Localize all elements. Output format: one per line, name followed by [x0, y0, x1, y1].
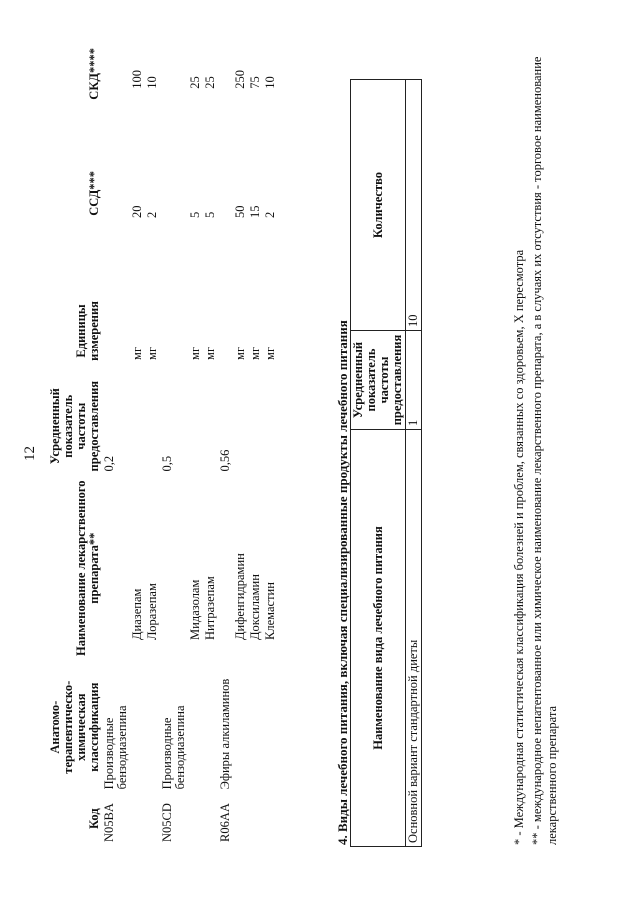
- cell-freq: [263, 378, 278, 475]
- footnote-1: * - Международная статистическая классификация болезней и проблем, связанных со здоровьем, X пересмотра: [512, 249, 526, 845]
- cell-class: [203, 662, 218, 792]
- cell-name: Диазепам: [130, 588, 144, 640]
- cell-ccd: 2: [263, 211, 277, 218]
- cell-ckd: 25: [188, 76, 202, 89]
- cell-unit: мг: [248, 346, 262, 360]
- table-row: [130, 45, 145, 845]
- header-code: Код: [87, 808, 101, 830]
- cell-class: Производные бензодиазепина: [160, 705, 187, 790]
- header-diet-name: Наименование вида лечебного питания: [351, 430, 406, 847]
- cell-name: Мидазолам: [188, 579, 202, 640]
- cell-ckd: [102, 45, 130, 103]
- cell-code: [130, 792, 145, 845]
- cell-code: [263, 792, 278, 845]
- header-name: Наименование лекарственного препарата**: [74, 480, 101, 656]
- cell-code: N05CD: [160, 803, 174, 842]
- cell-ccd: [218, 103, 233, 284]
- cell-unit: [102, 284, 130, 378]
- cell-diet-name: Основной вариант стандартной диеты: [406, 430, 422, 847]
- table-row: [263, 45, 278, 845]
- cell-code: [233, 792, 248, 845]
- cell-name: [218, 474, 233, 662]
- cell-ccd: 20: [130, 205, 144, 218]
- footnote-2: ** - международное непатентованное или химическое наименование лекарственного препарата, а в случаях их отсутствия - торговое наименование лекарственного препарата: [530, 56, 559, 845]
- cell-ckd: 10: [145, 76, 159, 89]
- table-row: [203, 45, 218, 845]
- drug-table: [48, 45, 278, 845]
- cell-code: N05BA: [102, 803, 116, 842]
- cell-unit: [160, 284, 188, 378]
- cell-name: Клемастин: [263, 582, 277, 640]
- cell-class: [233, 662, 248, 792]
- table-row: [160, 45, 188, 845]
- cell-unit: [218, 284, 233, 378]
- cell-freq: [130, 378, 145, 475]
- header-atc: Анатомо-терапевтическо-химическая классификация: [48, 680, 101, 774]
- header-diet-freq: Усредненный показатель частоты предоставления: [351, 331, 406, 430]
- cell-name: Нитразепам: [203, 576, 217, 640]
- cell-ccd: 15: [248, 205, 262, 218]
- cell-code: [248, 792, 263, 845]
- table-row: [145, 45, 160, 845]
- cell-freq: 0,5: [160, 455, 174, 472]
- cell-class: Эфиры алкиламинов: [218, 678, 232, 790]
- cell-ccd: 50: [233, 205, 247, 218]
- cell-ccd: [102, 103, 130, 284]
- cell-ckd: 250: [233, 69, 247, 89]
- cell-ccd: 5: [188, 211, 202, 218]
- cell-unit: мг: [188, 346, 202, 360]
- cell-freq: [248, 378, 263, 475]
- cell-class: [130, 662, 145, 792]
- cell-freq: [145, 378, 160, 475]
- cell-unit: мг: [145, 346, 159, 360]
- header-diet-qty: Количество: [351, 80, 406, 331]
- cell-ckd: [160, 45, 188, 103]
- cell-unit: мг: [233, 346, 247, 360]
- cell-freq: 0,56: [218, 449, 232, 472]
- diet-table: [350, 79, 422, 847]
- cell-class: [248, 662, 263, 792]
- drug-table-header: [48, 45, 102, 845]
- table-row: [188, 45, 203, 845]
- cell-freq: 0,2: [102, 455, 116, 472]
- cell-name: Дифенгидрамин: [233, 553, 247, 640]
- table-row: [248, 45, 263, 845]
- cell-ccd: 5: [203, 211, 217, 218]
- cell-diet-freq: 1: [406, 331, 422, 430]
- header-units: Единицы измерения: [74, 301, 101, 361]
- cell-freq: [233, 378, 248, 475]
- cell-unit: мг: [130, 346, 144, 360]
- header-ckd: СКД****: [87, 48, 101, 100]
- cell-code: [145, 792, 160, 845]
- cell-freq: [188, 378, 203, 475]
- cell-ckd: [218, 45, 233, 103]
- cell-class: [188, 662, 203, 792]
- cell-diet-qty: 10: [406, 80, 422, 331]
- cell-class: [263, 662, 278, 792]
- cell-ccd: [160, 103, 188, 284]
- section-title: 4. Виды лечебного питания, включая специализированные продукты лечебного питания: [335, 320, 350, 845]
- table-row: [102, 45, 130, 845]
- table-row: [406, 80, 422, 847]
- cell-code: [188, 792, 203, 845]
- diet-table-header: [351, 80, 406, 847]
- cell-ckd: 100: [130, 69, 144, 89]
- cell-freq: [203, 378, 218, 475]
- cell-ckd: 75: [248, 76, 262, 89]
- cell-class: [145, 662, 160, 792]
- header-freq: Усредненный показатель частоты предоставления: [48, 380, 101, 472]
- cell-ckd: 25: [203, 76, 217, 89]
- cell-ccd: 2: [145, 211, 159, 218]
- cell-name: [102, 474, 130, 662]
- table-row: [233, 45, 248, 845]
- header-ccd: ССД***: [87, 170, 101, 216]
- page-number: 12: [22, 446, 38, 461]
- cell-unit: мг: [203, 346, 217, 360]
- cell-code: R06AA: [218, 803, 232, 842]
- cell-class: Производные бензодиазепина: [102, 705, 129, 790]
- table-row: [218, 45, 233, 845]
- cell-name: [160, 474, 188, 662]
- cell-name: Доксиламин: [248, 574, 262, 640]
- cell-name: Лоразепам: [145, 583, 159, 640]
- cell-code: [203, 792, 218, 845]
- cell-unit: мг: [263, 346, 277, 360]
- cell-ckd: 10: [263, 76, 277, 89]
